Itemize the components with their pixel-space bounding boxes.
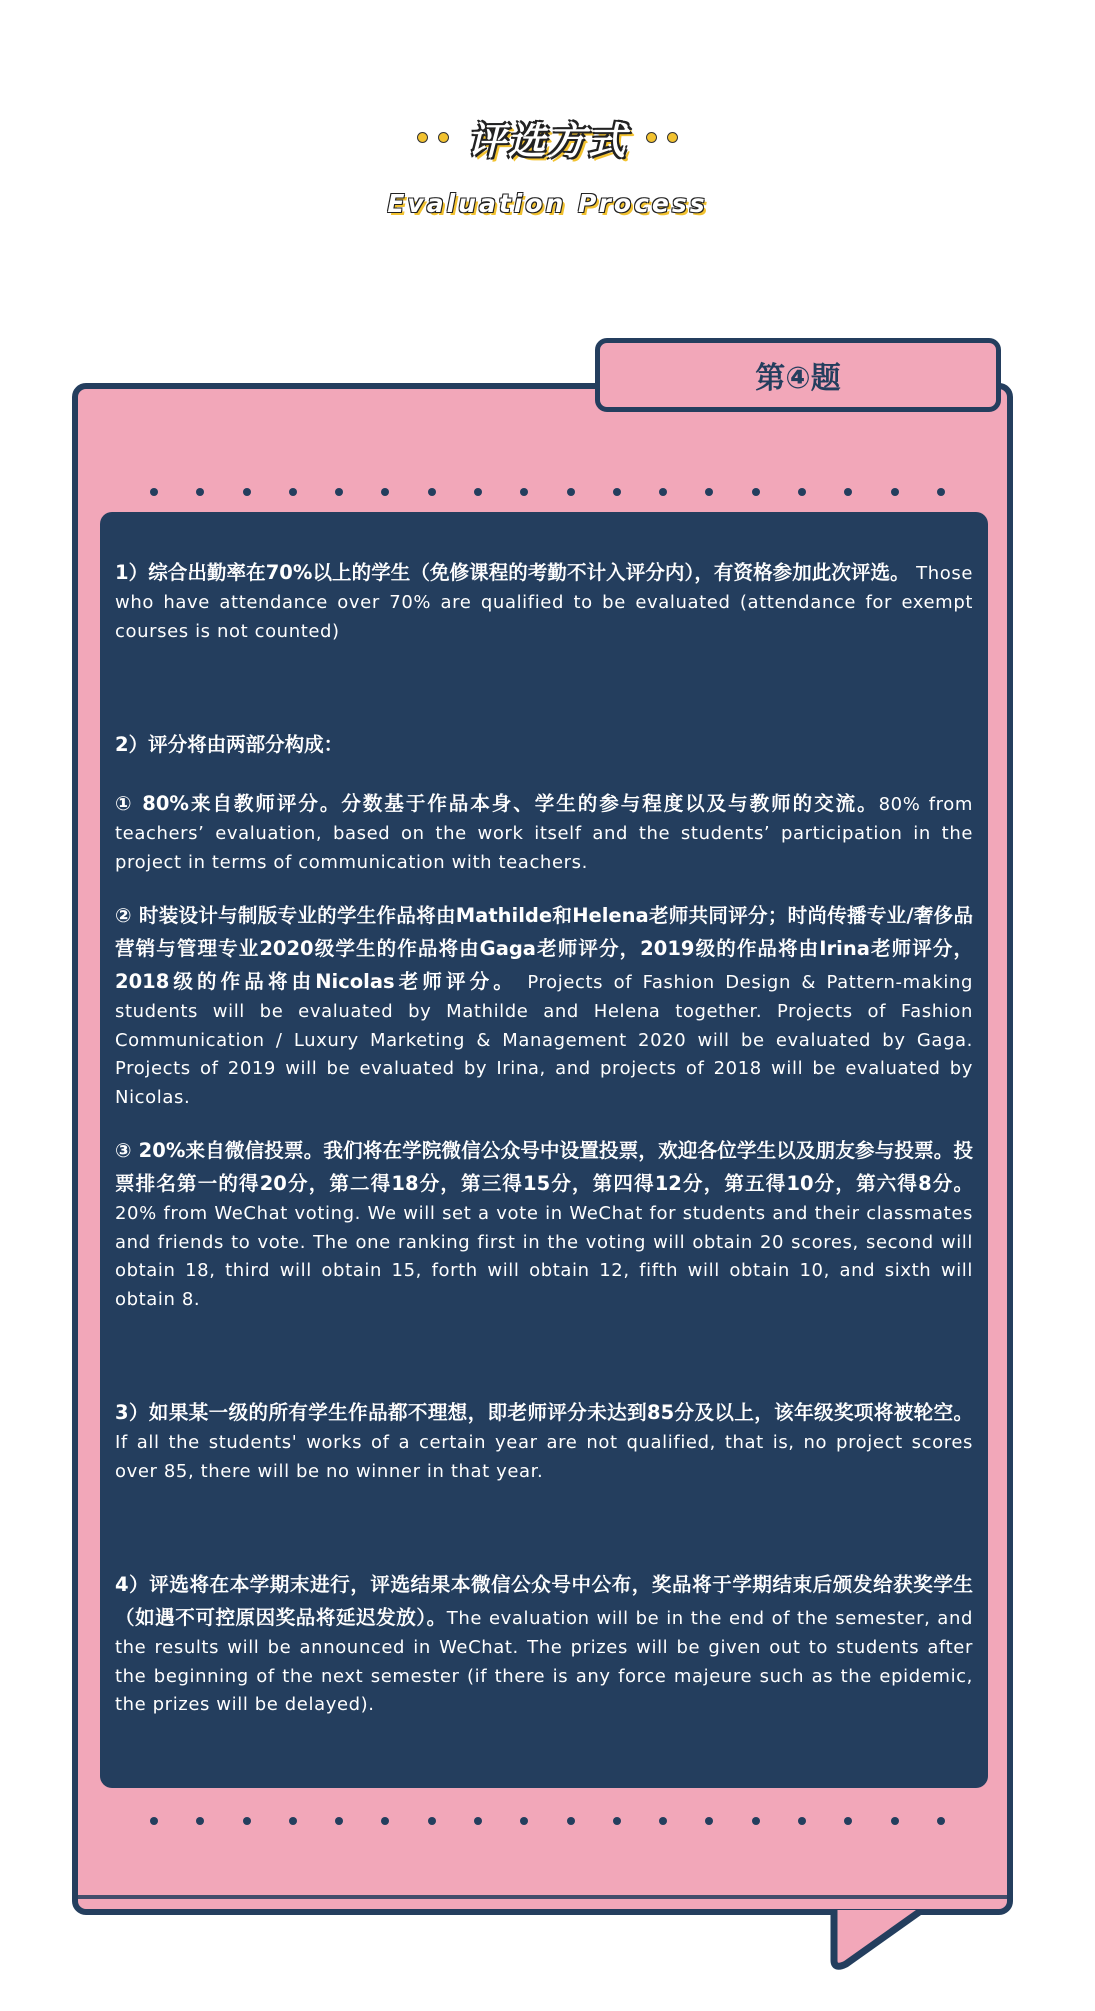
bottom-dot-row (150, 1817, 945, 1825)
item-1 (115, 556, 973, 646)
item-2-1-en: 80% from teachers’ evaluation, based on the work itself and the students’ participation in the project in terms of communication with teachers. (115, 794, 974, 873)
item-4-cn: 4）评选将在本学期末进行，评选结果本微信公众号中公布，奖品将于学期结束后颁发给获奖学生（如遇不可控原因奖品将延迟发放）。 (115, 1573, 973, 1629)
item-2-2-cn: ② 时装设计与制版专业的学生作品将由Mathilde和Helena老师共同评分；时尚传播专业/奢侈品营销与管理专业2020级学生的作品将由Gaga老师评分，2019级的作品将由Irina老师评分，2018级的作品将由Nicolas老师评分。 (115, 904, 973, 993)
item-2 (115, 728, 973, 761)
item-2-1 (115, 787, 973, 877)
item-2-3-cn: ③ 20%来自微信投票。我们将在学院微信公众号中设置投票，欢迎各位学生以及朋友参与投票。投票排名第一的得20分，第二得18分，第三得15分，第四得12分，第五得10分，第六得8分。 (115, 1139, 973, 1195)
item-3 (115, 1396, 973, 1486)
item-2-cn: 2）评分将由两部分构成： (115, 733, 344, 756)
item-3-en: If all the students' works of a certain year are not qualified, that is, no project scores over 85, there will be no winner in that year. (115, 1432, 973, 1482)
item-4-en: The evaluation will be in the end of the semester, and the results will be announced in WeChat. The prizes will be given out to students after the beginning of the next semester (if there is any force majeure such as the epidemic, the prizes will be delayed). (115, 1608, 973, 1715)
right-dots-decoration (646, 132, 678, 143)
title-row (0, 110, 1095, 165)
item-2-2-en: Projects of Fashion Design & Pattern-making students will be evaluated by Mathilde and Helena together. Projects of Fashion Communication / Luxury Marketing & Management 2020 will be evaluated by Gaga. Projects of 2019 will be evaluated by Irina, and projects of 2018 will be evaluated by Nicolas. (115, 972, 973, 1108)
left-dots-decoration (417, 132, 449, 143)
content-panel (100, 512, 988, 1788)
item-3-cn: 3）如果某一级的所有学生作品都不理想，即老师评分未达到85分及以上，该年级奖项将被轮空。 (115, 1401, 973, 1424)
section-title-cn: 评选方式 (467, 119, 628, 163)
question-tab: 第④题 (595, 338, 1001, 412)
item-1-en: Those who have attendance over 70% are qualified to be evaluated (attendance for exempt courses is not counted) (115, 563, 973, 642)
item-2-1-cn: ① 80%来自教师评分。分数基于作品本身、学生的参与程度以及与教师的交流。 (115, 792, 879, 815)
item-1-cn: 1）综合出勤率在70%以上的学生（免修课程的考勤不计入评分内），有资格参加此次评选。 (115, 561, 910, 584)
item-2-3 (115, 1134, 973, 1314)
speech-bubble-tail (830, 1910, 924, 1974)
item-4 (115, 1568, 973, 1720)
item-2-3-en: 20% from WeChat voting. We will set a vote in WeChat for students and their classmates and friends to vote. The one ranking first in the voting will obtain 20 scores, second will obtain 18, third will obtain 15, forth will obtain 12, fifth will obtain 10, and sixth will obtain 8. (115, 1203, 973, 1310)
top-dot-row (150, 488, 945, 496)
section-header (0, 110, 1095, 218)
item-2-2 (115, 899, 973, 1112)
section-title-en: Evaluation Process (387, 189, 708, 218)
